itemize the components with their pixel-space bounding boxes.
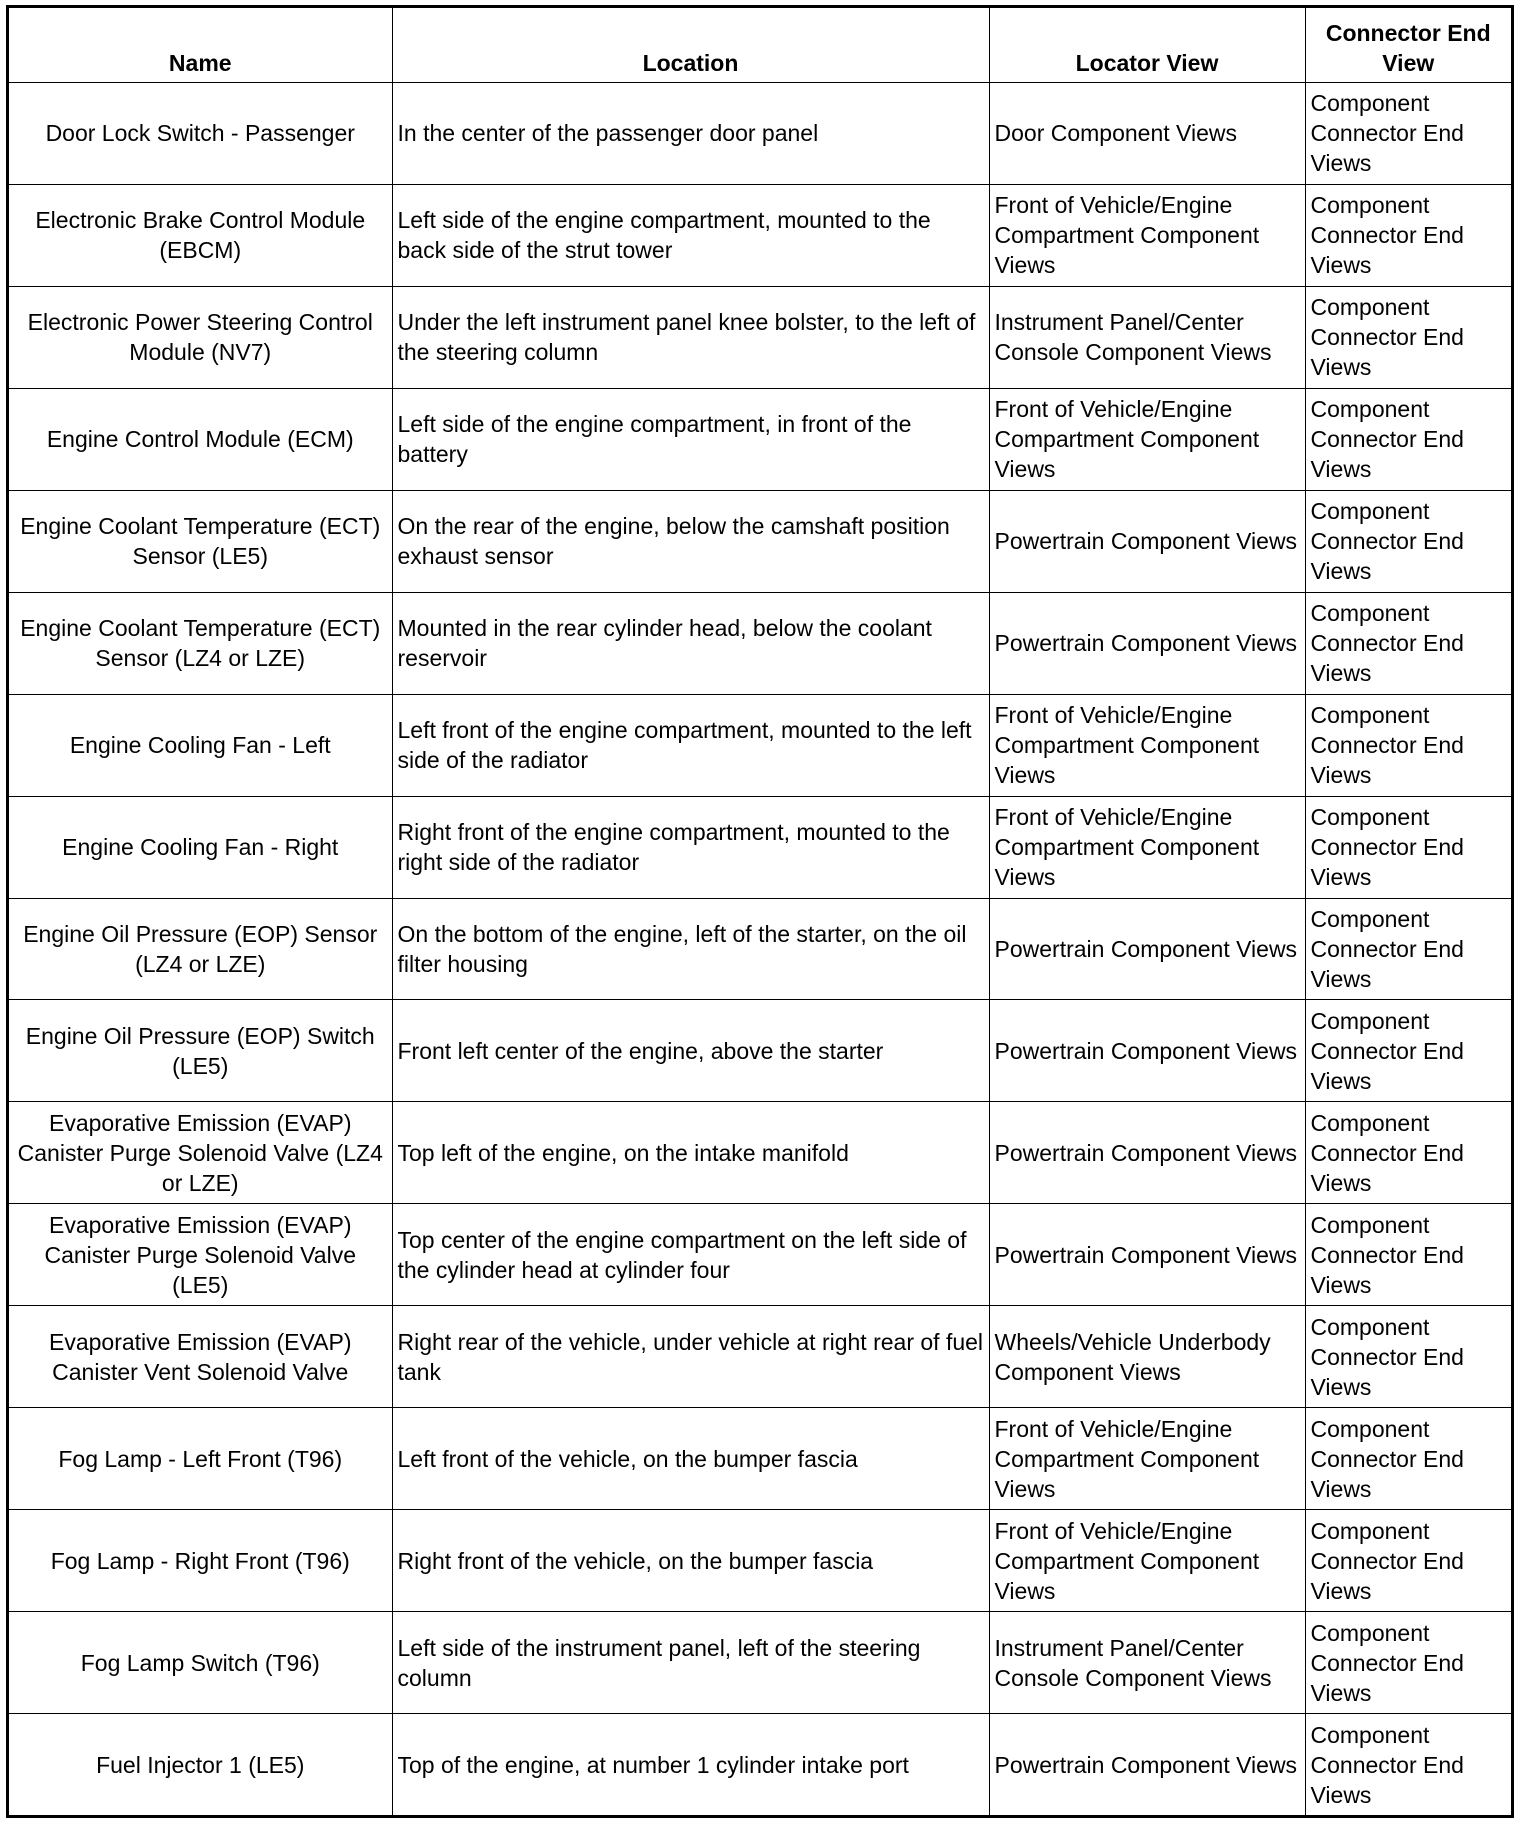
cell-locator-view: Front of Vehicle/Engine Compartment Component Views [989, 1408, 1305, 1510]
cell-name: Fog Lamp Switch (T96) [9, 1612, 392, 1714]
cell-locator-view: Powertrain Component Views [989, 1000, 1305, 1102]
header-locator-view: Locator View [989, 8, 1305, 83]
cell-location: Under the left instrument panel knee bolster, to the left of the steering column [392, 286, 989, 388]
cell-connector-end-view: Component Connector End Views [1305, 1000, 1511, 1102]
cell-name: Engine Coolant Temperature (ECT) Sensor (LE5) [9, 490, 392, 592]
cell-location: Top of the engine, at number 1 cylinder intake port [392, 1714, 989, 1816]
cell-name: Engine Coolant Temperature (ECT) Sensor (LZ4 or LZE) [9, 592, 392, 694]
cell-connector-end-view: Component Connector End Views [1305, 1510, 1511, 1612]
cell-location: On the rear of the engine, below the camshaft position exhaust sensor [392, 490, 989, 592]
cell-locator-view: Powertrain Component Views [989, 1102, 1305, 1204]
table-row [9, 1204, 1511, 1306]
cell-name: Evaporative Emission (EVAP) Canister Purge Solenoid Valve (LZ4 or LZE) [9, 1102, 392, 1204]
table-row [9, 490, 1511, 592]
cell-location: Right front of the engine compartment, mounted to the right side of the radiator [392, 796, 989, 898]
cell-locator-view: Front of Vehicle/Engine Compartment Component Views [989, 1510, 1305, 1612]
cell-connector-end-view: Component Connector End Views [1305, 592, 1511, 694]
cell-name: Electronic Brake Control Module (EBCM) [9, 184, 392, 286]
table-row [9, 1306, 1511, 1408]
table-row [9, 1000, 1511, 1102]
table-row [9, 1612, 1511, 1714]
cell-connector-end-view: Component Connector End Views [1305, 796, 1511, 898]
table-row [9, 694, 1511, 796]
cell-location: On the bottom of the engine, left of the starter, on the oil filter housing [392, 898, 989, 1000]
header-connector-end-view: Connector End View [1305, 8, 1511, 83]
cell-locator-view: Wheels/Vehicle Underbody Component Views [989, 1306, 1305, 1408]
cell-location: Front left center of the engine, above the starter [392, 1000, 989, 1102]
cell-location: Left side of the engine compartment, mounted to the back side of the strut tower [392, 184, 989, 286]
cell-name: Engine Oil Pressure (EOP) Switch (LE5) [9, 1000, 392, 1102]
cell-locator-view: Front of Vehicle/Engine Compartment Component Views [989, 796, 1305, 898]
cell-locator-view: Powertrain Component Views [989, 1714, 1305, 1816]
table-row [9, 1714, 1511, 1816]
cell-name: Fuel Injector 1 (LE5) [9, 1714, 392, 1816]
cell-location: Left front of the vehicle, on the bumper fascia [392, 1408, 989, 1510]
cell-locator-view: Powertrain Component Views [989, 490, 1305, 592]
cell-locator-view: Powertrain Component Views [989, 1204, 1305, 1306]
cell-connector-end-view: Component Connector End Views [1305, 1612, 1511, 1714]
table-row [9, 184, 1511, 286]
cell-location: In the center of the passenger door panel [392, 83, 989, 185]
cell-name: Evaporative Emission (EVAP) Canister Vent Solenoid Valve [9, 1306, 392, 1408]
cell-connector-end-view: Component Connector End Views [1305, 1306, 1511, 1408]
cell-locator-view: Powertrain Component Views [989, 592, 1305, 694]
header-name: Name [9, 8, 392, 83]
cell-locator-view: Front of Vehicle/Engine Compartment Component Views [989, 694, 1305, 796]
table-row [9, 388, 1511, 490]
table-row [9, 898, 1511, 1000]
component-locator-table-frame [6, 5, 1514, 1818]
cell-connector-end-view: Component Connector End Views [1305, 184, 1511, 286]
table-row [9, 592, 1511, 694]
table-row [9, 1102, 1511, 1204]
cell-name: Door Lock Switch - Passenger [9, 83, 392, 185]
cell-connector-end-view: Component Connector End Views [1305, 1408, 1511, 1510]
cell-location: Mounted in the rear cylinder head, below the coolant reservoir [392, 592, 989, 694]
cell-locator-view: Instrument Panel/Center Console Component Views [989, 1612, 1305, 1714]
cell-location: Left side of the engine compartment, in front of the battery [392, 388, 989, 490]
cell-name: Evaporative Emission (EVAP) Canister Purge Solenoid Valve (LE5) [9, 1204, 392, 1306]
cell-connector-end-view: Component Connector End Views [1305, 898, 1511, 1000]
cell-name: Fog Lamp - Left Front (T96) [9, 1408, 392, 1510]
header-row [9, 8, 1511, 83]
cell-locator-view: Front of Vehicle/Engine Compartment Component Views [989, 388, 1305, 490]
cell-name: Engine Control Module (ECM) [9, 388, 392, 490]
cell-connector-end-view: Component Connector End Views [1305, 1102, 1511, 1204]
cell-name: Engine Cooling Fan - Left [9, 694, 392, 796]
header-location: Location [392, 8, 989, 83]
cell-location: Right rear of the vehicle, under vehicle at right rear of fuel tank [392, 1306, 989, 1408]
cell-locator-view: Front of Vehicle/Engine Compartment Component Views [989, 184, 1305, 286]
cell-location: Left side of the instrument panel, left of the steering column [392, 1612, 989, 1714]
table-row [9, 1510, 1511, 1612]
cell-connector-end-view: Component Connector End Views [1305, 388, 1511, 490]
table-header [9, 8, 1511, 83]
cell-connector-end-view: Component Connector End Views [1305, 1714, 1511, 1816]
cell-location: Right front of the vehicle, on the bumper fascia [392, 1510, 989, 1612]
table-row [9, 796, 1511, 898]
cell-name: Electronic Power Steering Control Module (NV7) [9, 286, 392, 388]
cell-name: Fog Lamp - Right Front (T96) [9, 1510, 392, 1612]
cell-connector-end-view: Component Connector End Views [1305, 490, 1511, 592]
cell-connector-end-view: Component Connector End Views [1305, 83, 1511, 185]
table-row [9, 83, 1511, 185]
cell-name: Engine Oil Pressure (EOP) Sensor (LZ4 or LZE) [9, 898, 392, 1000]
cell-locator-view: Powertrain Component Views [989, 898, 1305, 1000]
cell-location: Top center of the engine compartment on the left side of the cylinder head at cylinder four [392, 1204, 989, 1306]
table-body [9, 83, 1511, 1816]
cell-connector-end-view: Component Connector End Views [1305, 286, 1511, 388]
cell-locator-view: Instrument Panel/Center Console Component Views [989, 286, 1305, 388]
cell-location: Left front of the engine compartment, mounted to the left side of the radiator [392, 694, 989, 796]
cell-location: Top left of the engine, on the intake manifold [392, 1102, 989, 1204]
table-row [9, 286, 1511, 388]
component-locator-table [9, 8, 1511, 1815]
cell-locator-view: Door Component Views [989, 83, 1305, 185]
cell-connector-end-view: Component Connector End Views [1305, 694, 1511, 796]
cell-name: Engine Cooling Fan - Right [9, 796, 392, 898]
table-row [9, 1408, 1511, 1510]
cell-connector-end-view: Component Connector End Views [1305, 1204, 1511, 1306]
